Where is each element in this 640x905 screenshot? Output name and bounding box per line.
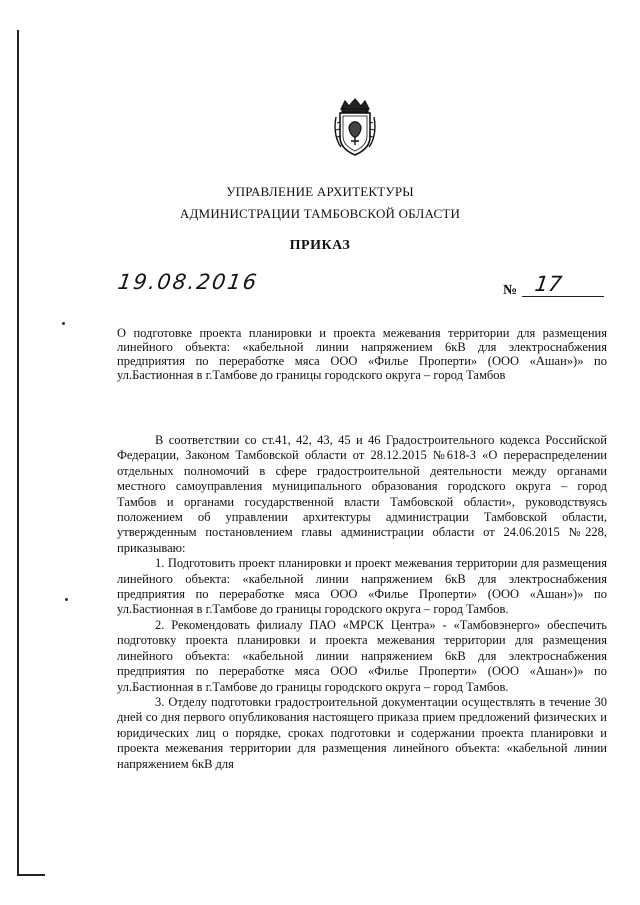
order-preamble: В соответствии со ст.41, 42, 43, 45 и 46 Градостроительного кодекса Российской Федерации, Законом Тамбовской области от 28.12.2015 №618-З «О перераспределении отдельных полномочий в сфере градостроительной деятельности между органами местного самоуправления муниципального образования городского округа – город Тамбов и органами государственной власти Тамбовской области», руководствуясь положением об управлении архитектуры администрации Тамбовской области, утвержденным постановлением главы администрации области от 24.06.2015 №228, приказываю: <box>117 433 607 555</box>
document-date: 19.08.2016 <box>116 270 260 294</box>
order-item-2: 2. Рекомендовать филиалу ПАО «МРСК Центра» - «Тамбовэнерго» обеспечить подготовку проекта планировки и проекта межевания территории для размещения линейного объекта: «кабельной линии напряжением 6кВ для электроснабжения предприятия по переработке мяса ООО «Филье Проперти» (ООО «Ашан»)» по ул.Бастионная в г.Тамбове до границы городского округа – город Тамбов. <box>117 617 607 694</box>
organization-name-line2: АДМИНИСТРАЦИИ ТАМБОВСКОЙ ОБЛАСТИ <box>179 206 461 221</box>
order-body <box>117 433 607 772</box>
scan-speck <box>65 598 68 601</box>
order-subject: О подготовке проекта планировки и проекта межевания территории для размещения линейного объекта: «кабельной линии напряжением 6кВ для электроснабжения предприятия по переработке мяса ООО «Филье Проперти» (ООО «Ашан»)» по ул.Бастионная в г.Тамбове до границы городского округа – город Тамбов <box>117 326 607 382</box>
binding-margin-line <box>17 30 19 875</box>
tambov-region-coat-of-arms-icon <box>331 97 379 157</box>
page-corner-mark <box>17 874 45 876</box>
document-number-underline <box>522 296 604 297</box>
scan-speck <box>62 322 65 325</box>
document-number-label: № <box>503 283 518 298</box>
order-item-1: 1. Подготовить проект планировки и проект межевания территории для размещения линейного объекта: «кабельной линии напряжением 6кВ для электроснабжения предприятия по переработке мяса ООО «Филье Проперти» (ООО «Ашан»)» по ул.Бастионная в г.Тамбове до границы городского округа – город Тамбов. <box>117 556 607 617</box>
order-item-3: 3. Отделу подготовки градостроительной документации осуществлять в течение 30 дней со дня первого опубликования настоящего приказа прием предложений физических и юридических лиц о порядке, сроках подготовки и содержании проекта планировки и проекта межевания территории для размещения линейного объекта: «кабельной линии напряжением 6кВ для <box>117 694 607 771</box>
document-type-title: ПРИКАЗ <box>289 238 351 253</box>
organization-name-line1: УПРАВЛЕНИЕ АРХИТЕКТУРЫ <box>226 184 414 199</box>
document-number: 17 <box>533 272 564 296</box>
